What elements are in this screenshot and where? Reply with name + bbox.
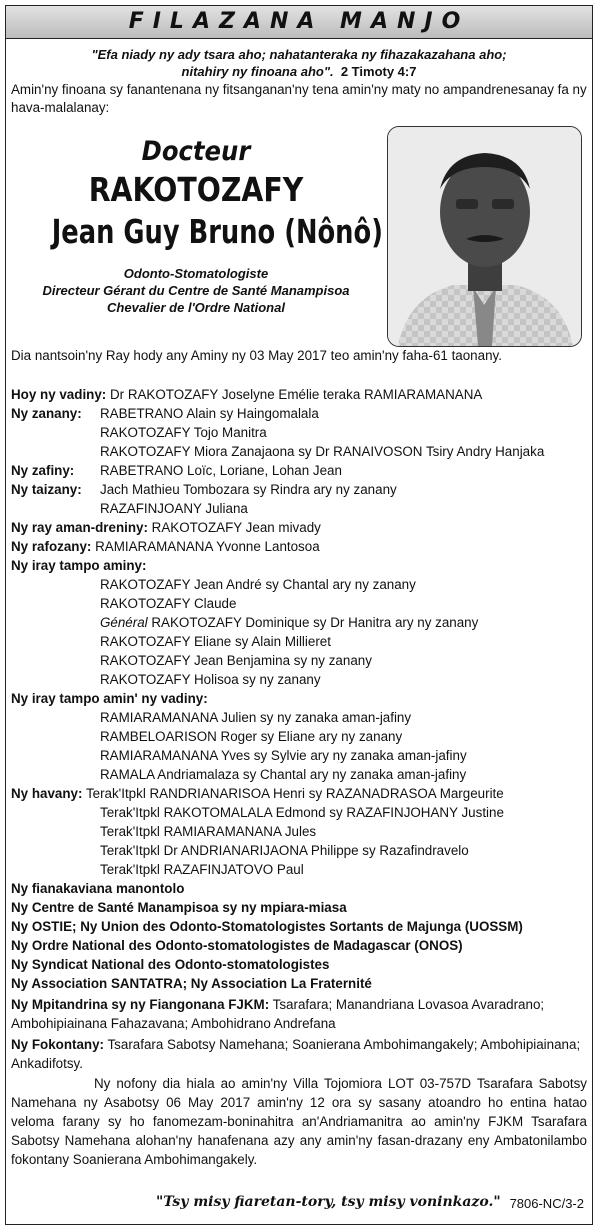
portrait-photo bbox=[387, 126, 582, 347]
havany-item: Terak'Itpkl RANDRIANARISOA Henri sy RAZANADRASOA Margeurite bbox=[85, 786, 504, 801]
havany-item: Terak'Itpkl RAZAFINJATOVO Paul bbox=[100, 862, 304, 877]
label-rafozany: Ny rafozany: bbox=[11, 539, 92, 554]
family-row-zanany bbox=[11, 404, 587, 423]
organization-item: Ny OSTIE; Ny Union des Odonto-Stomatologistes Sortants de Majunga (UOSSM) bbox=[11, 919, 523, 934]
label-iray-tampo-vadiny: Ny iray tampo amin' ny vadiny: bbox=[11, 691, 208, 706]
family-row-taizany bbox=[11, 480, 587, 499]
iray-tampo-vadiny-item: RAMIARAMANANA Yves sy Sylvie ary ny zanaka aman-jafiny bbox=[100, 748, 467, 763]
organizations-list bbox=[11, 879, 587, 993]
deceased-name-block bbox=[11, 135, 381, 316]
value-ray-aman-dreniny: RAKOTOZAFY Jean mivady bbox=[151, 520, 321, 535]
zanany-item: RAKOTOZAFY Miora Zanajaona sy Dr RANAIVOSON Tsiry Andry Hanjaka bbox=[100, 444, 545, 459]
label-vadiny: Hoy ny vadiny: bbox=[11, 387, 107, 402]
family-list bbox=[11, 385, 587, 879]
organization-item: Ny fianakaviana manontolo bbox=[11, 881, 185, 896]
family-row-iray-tampo-vadiny bbox=[11, 689, 587, 708]
value-mpitandrina: Tsarafara; Manandriana Lovasoa Avaradrano; Ambohipiainana Fahazavana; Ambohidrano Andrefana bbox=[11, 997, 545, 1031]
role-2: Directeur Gérant du Centre de Santé Manampisoa bbox=[42, 283, 350, 298]
deceased-title: Docteur bbox=[141, 136, 251, 167]
zanany-item: RABETRANO Alain sy Haingomalala bbox=[100, 406, 319, 421]
quote-line-2: nitahiry ny finoana aho". bbox=[181, 64, 334, 79]
deceased-roles bbox=[11, 265, 381, 316]
mpitandrina-paragraph bbox=[11, 995, 587, 1033]
organization-item: Ny Ordre National des Odonto-stomatologistes de Madagascar (ONOS) bbox=[11, 938, 463, 953]
value-vadiny: Dr RAKOTOZAFY Joselyne Emélie teraka RAMIARAMANANA bbox=[109, 387, 483, 402]
label-mpitandrina: Ny Mpitandrina sy ny Fiangonana FJKM: bbox=[11, 997, 270, 1012]
family-row-havany bbox=[11, 784, 587, 803]
obituary-frame bbox=[5, 5, 593, 1225]
iray-tampo-item: RAKOTOZAFY Jean Benjamina sy ny zanany bbox=[100, 653, 372, 668]
havany-item: Terak'Itpkl Dr ANDRIANARIJAONA Philippe sy Razafindravelo bbox=[100, 843, 469, 858]
portrait-icon bbox=[388, 127, 581, 346]
iray-tampo-vadiny-item: RAMIARAMANANA Julien sy ny zanaka aman-jafiny bbox=[100, 710, 412, 725]
bible-quote bbox=[11, 46, 587, 80]
havany-item: Terak'Itpkl RAMIARAMANANA Jules bbox=[100, 824, 317, 839]
iray-tampo-item: RAKOTOZAFY Claude bbox=[100, 596, 237, 611]
iray-tampo-item: RAKOTOZAFY Dominique sy Dr Hanitra ary ny zanany bbox=[151, 615, 479, 630]
header-title: FILAZANA MANJO bbox=[128, 9, 470, 34]
label-zafiny: Ny zafiny: bbox=[11, 463, 75, 478]
organization-item: Ny Association SANTATRA; Ny Association La Fraternité bbox=[11, 976, 372, 991]
label-havany: Ny havany: bbox=[11, 786, 83, 801]
organization-item: Ny Centre de Santé Manampisoa sy ny mpiara-miasa bbox=[11, 900, 347, 915]
iray-tampo-vadiny-item: RAMBELOARISON Roger sy Eliane ary ny zanany bbox=[100, 729, 403, 744]
intro-text: Amin'ny finoana sy fanantenana ny fitsanganan'ny tena amin'ny maty no ampandrenesanay fa ny hava-malalanay: bbox=[11, 82, 587, 115]
deceased-given-name: Jean Guy Bruno (Nônô) bbox=[51, 212, 383, 251]
iray-tampo-vadiny-item: RAMALA Andriamalaza sy Chantal ary ny zanaka aman-jafiny bbox=[100, 767, 467, 782]
label-taizany: Ny taizany: bbox=[11, 482, 82, 497]
taizany-item: Jach Mathieu Tombozara sy Rindra ary ny zanany bbox=[100, 482, 397, 497]
zanany-item: RAKOTOZAFY Tojo Manitra bbox=[100, 425, 267, 440]
fokontany-paragraph bbox=[11, 1035, 587, 1073]
zafiny-item: RABETRANO Loïc, Loriane, Lohan Jean bbox=[100, 463, 342, 478]
iray-tampo-item-general bbox=[11, 613, 587, 632]
value-rafozany: RAMIARAMANANA Yvonne Lantosoa bbox=[95, 539, 320, 554]
value-fokontany: Tsarafara Sabotsy Namehana; Soanierana Ambohimangakely; Ambohipiainana; Ankadifotsy. bbox=[11, 1037, 581, 1071]
role-1: Odonto-Stomatologiste bbox=[123, 266, 269, 281]
header-bar bbox=[6, 6, 592, 39]
family-row-vadiny bbox=[11, 385, 587, 404]
funeral-details: Ny nofony dia hiala ao amin'ny Villa Tojomiora LOT 03-757D Tsarafara Sabotsy Namehana ny Asabotsy 06 May 2017 amin'ny 12 ora sy sasany atoandro ho entina hatao veloma farany sy ho fanomezam-boninahitra an'Andriamanitra ao amin'ny FJKM Tsarafara Sabotsy Namehana alohan'ny hanafenana azy any amin'ny fasan-drazany eny Ambatonilambo fokontany Soanierana Ambohimangakely. bbox=[11, 1076, 587, 1167]
quote-line-1: "Efa niady ny ady tsara aho; nahatanteraka ny fihazakazahana aho; bbox=[91, 47, 507, 62]
label-fokontany: Ny Fokontany: bbox=[11, 1037, 104, 1052]
family-row-iray-tampo bbox=[11, 556, 587, 575]
label-zanany: Ny zanany: bbox=[11, 406, 82, 421]
family-row-ray-aman-dreniny bbox=[11, 518, 587, 537]
family-row-zafiny bbox=[11, 461, 587, 480]
reference-code: 7806-NC/3-2 bbox=[509, 1196, 584, 1211]
iray-tampo-item: RAKOTOZAFY Holisoa sy ny zanany bbox=[100, 672, 321, 687]
footer bbox=[6, 1194, 592, 1214]
label-ray-aman-dreniny: Ny ray aman-dreniny: bbox=[11, 520, 148, 535]
iray-tampo-item: RAKOTOZAFY Eliane sy Alain Millieret bbox=[100, 634, 331, 649]
deceased-surname: RAKOTOZAFY bbox=[88, 170, 304, 209]
label-iray-tampo: Ny iray tampo aminy: bbox=[11, 558, 147, 573]
obituary-content bbox=[6, 46, 592, 1169]
death-notice: Dia nantsoin'ny Ray hody any Aminy ny 03 May 2017 teo amin'ny faha-61 taonany. bbox=[11, 348, 502, 363]
role-3: Chevalier de l'Ordre National bbox=[107, 300, 285, 315]
taizany-item: RAZAFINJOANY Juliana bbox=[100, 501, 248, 516]
footer-motto: "Tsy misy fiaretan-tory, tsy misy voninkazo." bbox=[156, 1194, 501, 1210]
general-prefix: Général bbox=[100, 615, 148, 630]
family-row-rafozany bbox=[11, 537, 587, 556]
havany-item: Terak'Itpkl RAKOTOMALALA Edmond sy RAZAFINJOHANY Justine bbox=[100, 805, 504, 820]
quote-reference: 2 Timoty 4:7 bbox=[340, 64, 417, 79]
organization-item: Ny Syndicat National des Odonto-stomatologistes bbox=[11, 957, 330, 972]
iray-tampo-item: RAKOTOZAFY Jean André sy Chantal ary ny zanany bbox=[100, 577, 416, 592]
